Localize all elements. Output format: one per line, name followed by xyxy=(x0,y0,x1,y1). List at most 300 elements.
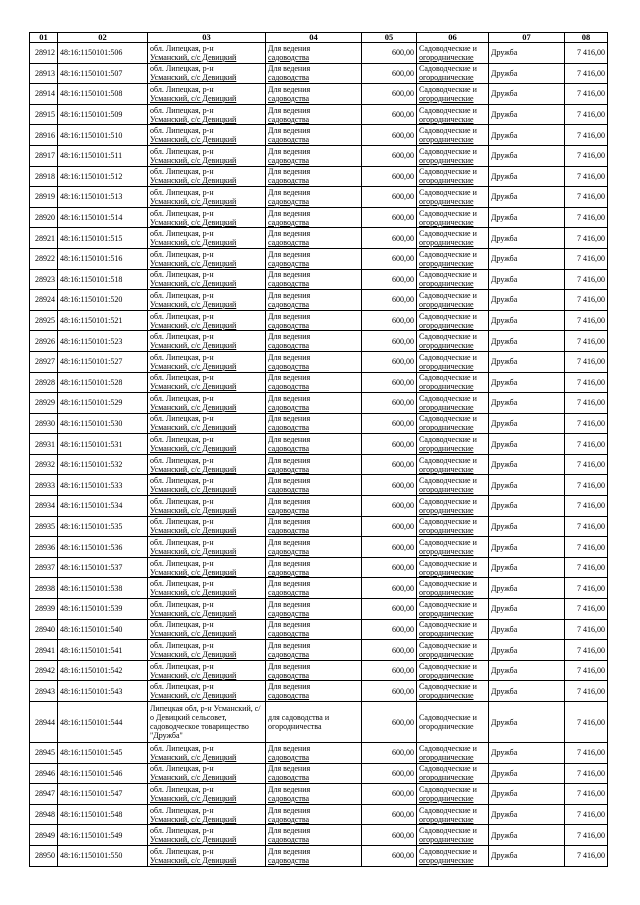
cadastral-value: 7 416,00 xyxy=(577,563,605,573)
cadastral-number: 48:16:1150101:511 xyxy=(60,151,123,161)
row-number: 28942 xyxy=(35,666,55,676)
category-cell xyxy=(417,125,489,146)
area-value: 600,00 xyxy=(392,686,414,696)
cadastral-value: 7 416,00 xyxy=(577,789,605,799)
partnership-name-cell xyxy=(489,145,565,166)
permitted-use-line-1: Для ведения xyxy=(268,146,311,156)
cadastral-number-cell xyxy=(58,599,148,620)
category-cell xyxy=(417,845,489,866)
permitted-use-cell xyxy=(266,825,362,846)
address-line-1: обл. Липецкая, р-н xyxy=(150,290,214,300)
partnership-name: Дружба xyxy=(491,748,518,758)
cadastral-number-cell xyxy=(58,743,148,764)
permitted-use-line-2: садоводства xyxy=(268,752,310,762)
cadastral-value-cell xyxy=(565,413,608,434)
address-cell xyxy=(148,228,266,249)
address-line-1: обл. Липецкая, р-н xyxy=(150,558,214,568)
address-line-1: обл. Липецкая, р-н xyxy=(150,579,214,589)
cadastral-number: 48:16:1150101:550 xyxy=(60,851,123,861)
cadastral-number-cell xyxy=(58,557,148,578)
address-cell xyxy=(148,290,266,311)
table-row xyxy=(30,290,608,311)
table-row xyxy=(30,640,608,661)
address-line-1: обл. Липецкая, р-н xyxy=(150,229,214,239)
address-line-1: обл. Липецкая, р-н xyxy=(150,187,214,197)
area-cell xyxy=(362,845,417,866)
permitted-use-line-2: садоводства xyxy=(268,793,310,803)
address-line-2: Усманский, с/с Девицкий xyxy=(150,588,237,598)
table-row xyxy=(30,248,608,269)
cadastral-value: 7 416,00 xyxy=(577,254,605,264)
table-row xyxy=(30,145,608,166)
cadastral-value-cell xyxy=(565,166,608,187)
partnership-name-cell xyxy=(489,454,565,475)
permitted-use-cell xyxy=(266,681,362,702)
cadastral-value: 7 416,00 xyxy=(577,583,605,593)
row-number-cell xyxy=(30,516,58,537)
cadastral-number: 48:16:1150101:523 xyxy=(60,336,123,346)
category-cell xyxy=(417,269,489,290)
cadastral-number: 48:16:1150101:543 xyxy=(60,686,123,696)
row-number-cell xyxy=(30,104,58,125)
address-cell xyxy=(148,43,266,64)
address-cell xyxy=(148,599,266,620)
permitted-use-line-2: садоводства xyxy=(268,505,310,515)
cadastral-value-cell xyxy=(565,331,608,352)
category-line-1: Садоводческие и xyxy=(419,43,477,53)
cadastral-value: 7 416,00 xyxy=(577,851,605,861)
address-line-2: Усманский, с/с Девицкий xyxy=(150,670,237,680)
partnership-name-cell xyxy=(489,496,565,517)
category-line-1: Садоводческие и xyxy=(419,682,477,692)
cadastral-value: 7 416,00 xyxy=(577,624,605,634)
column-header-02: 02 xyxy=(58,33,148,43)
permitted-use-cell xyxy=(266,145,362,166)
category-cell xyxy=(417,63,489,84)
area-value: 600,00 xyxy=(392,542,414,552)
cadastral-value: 7 416,00 xyxy=(577,810,605,820)
permitted-use-line-1: Для ведения xyxy=(268,764,311,774)
partnership-name: Дружба xyxy=(491,624,518,634)
area-cell xyxy=(362,475,417,496)
cadastral-value: 7 416,00 xyxy=(577,316,605,326)
partnership-name: Дружба xyxy=(491,316,518,326)
partnership-name-cell xyxy=(489,763,565,784)
permitted-use-line-1: Для ведения xyxy=(268,435,311,445)
area-value: 600,00 xyxy=(392,439,414,449)
table-row xyxy=(30,269,608,290)
area-cell xyxy=(362,804,417,825)
partnership-name-cell xyxy=(489,166,565,187)
permitted-use-line-1: Для ведения xyxy=(268,43,311,53)
permitted-use-line-2: садоводства xyxy=(268,114,310,124)
area-cell xyxy=(362,537,417,558)
row-number-cell xyxy=(30,845,58,866)
category-line-2: огороднические xyxy=(419,176,474,186)
area-cell xyxy=(362,43,417,64)
category-line-2: огороднические xyxy=(419,217,474,227)
column-header-01: 01 xyxy=(30,33,58,43)
area-cell xyxy=(362,207,417,228)
cadastral-value-cell xyxy=(565,578,608,599)
table-row xyxy=(30,454,608,475)
row-number: 28913 xyxy=(35,68,55,78)
cadastral-value-cell xyxy=(565,743,608,764)
address-line-1: обл. Липецкая, р-н xyxy=(150,64,214,74)
row-number-cell xyxy=(30,475,58,496)
address-line-1: обл. Липецкая, р-н xyxy=(150,476,214,486)
address-line-1: обл. Липецкая, р-н xyxy=(150,105,214,115)
address-line-2: Усманский, с/с Девицкий xyxy=(150,793,237,803)
row-number-cell xyxy=(30,413,58,434)
address-line-2: Усманский, с/с Девицкий xyxy=(150,650,237,660)
cadastral-number-cell xyxy=(58,845,148,866)
category-line-2: огороднические xyxy=(419,855,474,865)
address-cell xyxy=(148,702,266,743)
partnership-name: Дружба xyxy=(491,645,518,655)
category-cell xyxy=(417,310,489,331)
address-line-2: Усманский, с/с Девицкий xyxy=(150,691,237,701)
cadastral-number: 48:16:1150101:534 xyxy=(60,501,123,511)
table-row xyxy=(30,619,608,640)
address-line-1: обл. Липецкая, р-н xyxy=(150,414,214,424)
category-cell xyxy=(417,187,489,208)
cadastral-value: 7 416,00 xyxy=(577,418,605,428)
permitted-use-line-2: садоводства xyxy=(268,526,310,536)
area-cell xyxy=(362,248,417,269)
table-row xyxy=(30,43,608,64)
area-value: 600,00 xyxy=(392,501,414,511)
permitted-use-line-1: Для ведения xyxy=(268,579,311,589)
address-line-1: обл. Липецкая, р-н xyxy=(150,496,214,506)
cadastral-number-cell xyxy=(58,784,148,805)
partnership-name-cell xyxy=(489,619,565,640)
table-row xyxy=(30,413,608,434)
permitted-use-line-1: Для ведения xyxy=(268,208,311,218)
cadastral-value: 7 416,00 xyxy=(577,748,605,758)
cadastral-value: 7 416,00 xyxy=(577,666,605,676)
address-line-1: обл. Липецкая, р-н xyxy=(150,846,214,856)
row-number-cell xyxy=(30,145,58,166)
cadastral-number-cell xyxy=(58,331,148,352)
category-cell xyxy=(417,434,489,455)
address-line-2: Усманский, с/с Девицкий xyxy=(150,423,237,433)
address-line-2: Усманский, с/с Девицкий xyxy=(150,93,237,103)
table-row xyxy=(30,845,608,866)
address-line-1: обл. Липецкая, р-н xyxy=(150,126,214,136)
category-cell xyxy=(417,702,489,743)
cadastral-number: 48:16:1150101:512 xyxy=(60,171,123,181)
row-number: 28928 xyxy=(35,377,55,387)
permitted-use-line-1: Для ведения xyxy=(268,249,311,259)
address-line-1: обл. Липецкая, р-н xyxy=(150,393,214,403)
permitted-use-line-1: Для ведения xyxy=(268,846,311,856)
cadastral-value: 7 416,00 xyxy=(577,521,605,531)
category-line-1: Садоводческие и xyxy=(419,311,477,321)
area-cell xyxy=(362,825,417,846)
permitted-use-line-1: Для ведения xyxy=(268,84,311,94)
address-cell xyxy=(148,413,266,434)
address-cell xyxy=(148,557,266,578)
category-cell xyxy=(417,496,489,517)
category-line-2: огороднические xyxy=(419,423,474,433)
row-number: 28917 xyxy=(35,151,55,161)
category-cell xyxy=(417,351,489,372)
address-line-1: Липецкая обл, р-н Усманский, с/о Девицкий сельсовет, садоводческое товарищество "Дружба" xyxy=(150,704,261,740)
cadastral-value: 7 416,00 xyxy=(577,89,605,99)
permitted-use-cell xyxy=(266,763,362,784)
cadastral-number-cell xyxy=(58,393,148,414)
permitted-use-line-2: садоводства xyxy=(268,402,310,412)
permitted-use-cell xyxy=(266,804,362,825)
permitted-use-cell xyxy=(266,413,362,434)
permitted-use-line-2: садоводства xyxy=(268,320,310,330)
partnership-name-cell xyxy=(489,475,565,496)
address-line-2: Усманский, с/с Девицкий xyxy=(150,855,237,865)
area-cell xyxy=(362,84,417,105)
row-number-cell xyxy=(30,660,58,681)
address-line-1: обл. Липецкая, р-н xyxy=(150,311,214,321)
area-value: 600,00 xyxy=(392,810,414,820)
area-cell xyxy=(362,372,417,393)
category-line-1: Садоводческие и xyxy=(419,126,477,136)
category-line-2: огороднические xyxy=(419,93,474,103)
permitted-use-line-1: Для ведения xyxy=(268,620,311,630)
cadastral-number-cell xyxy=(58,804,148,825)
address-cell xyxy=(148,104,266,125)
row-number: 28943 xyxy=(35,686,55,696)
partnership-name: Дружба xyxy=(491,830,518,840)
partnership-name-cell xyxy=(489,310,565,331)
cadastral-number-cell xyxy=(58,578,148,599)
permitted-use-cell xyxy=(266,475,362,496)
address-line-1: обл. Липецкая, р-н xyxy=(150,805,214,815)
partnership-name: Дружба xyxy=(491,213,518,223)
cadastral-number: 48:16:1150101:515 xyxy=(60,233,123,243)
category-line-2: огороднические xyxy=(419,52,474,62)
area-value: 600,00 xyxy=(392,151,414,161)
row-number: 28926 xyxy=(35,336,55,346)
row-number: 28950 xyxy=(35,851,55,861)
category-line-2: огороднические xyxy=(419,402,474,412)
permitted-use-line-2: садоводства xyxy=(268,444,310,454)
table-row xyxy=(30,804,608,825)
category-line-1: Садоводческие и xyxy=(419,290,477,300)
row-number: 28946 xyxy=(35,768,55,778)
category-line-2: огороднические xyxy=(419,320,474,330)
cadastral-value: 7 416,00 xyxy=(577,501,605,511)
area-value: 600,00 xyxy=(392,521,414,531)
row-number-cell xyxy=(30,331,58,352)
row-number: 28930 xyxy=(35,418,55,428)
area-value: 600,00 xyxy=(392,130,414,140)
category-line-2: огороднические xyxy=(419,629,474,639)
address-cell xyxy=(148,187,266,208)
area-cell xyxy=(362,599,417,620)
cadastral-value: 7 416,00 xyxy=(577,357,605,367)
permitted-use-cell xyxy=(266,84,362,105)
cadastral-number-cell xyxy=(58,166,148,187)
cadastral-number-cell xyxy=(58,413,148,434)
permitted-use-line-2: садоводства xyxy=(268,238,310,248)
category-line-1: Садоводческие и xyxy=(419,146,477,156)
permitted-use-line-2: садоводства xyxy=(268,547,310,557)
category-cell xyxy=(417,228,489,249)
permitted-use-line-2: садоводства xyxy=(268,814,310,824)
area-value: 600,00 xyxy=(392,460,414,470)
area-cell xyxy=(362,434,417,455)
partnership-name: Дружба xyxy=(491,377,518,387)
cadastral-value-cell xyxy=(565,619,608,640)
address-cell xyxy=(148,84,266,105)
permitted-use-line-1: Для ведения xyxy=(268,805,311,815)
row-number: 28947 xyxy=(35,789,55,799)
category-line-2: огороднические xyxy=(419,73,474,83)
category-line-1: Садоводческие и xyxy=(419,229,477,239)
row-number: 28931 xyxy=(35,439,55,449)
table-row xyxy=(30,681,608,702)
cadastral-number: 48:16:1150101:545 xyxy=(60,748,123,758)
cadastral-value-cell xyxy=(565,763,608,784)
category-line-2: огороднические xyxy=(419,155,474,165)
cadastral-number-cell xyxy=(58,702,148,743)
address-cell xyxy=(148,640,266,661)
row-number: 28912 xyxy=(35,48,55,58)
category-line-1: Садоводческие и xyxy=(419,373,477,383)
cadastral-value-cell xyxy=(565,557,608,578)
row-number-cell xyxy=(30,496,58,517)
permitted-use-line-2: садоводства xyxy=(268,670,310,680)
address-cell xyxy=(148,619,266,640)
table-row xyxy=(30,63,608,84)
table-row xyxy=(30,825,608,846)
category-line-2: огороднические xyxy=(419,279,474,289)
cadastral-number-cell xyxy=(58,248,148,269)
permitted-use-line-2: садоводства xyxy=(268,196,310,206)
address-cell xyxy=(148,393,266,414)
category-line-1: Садоводческие и xyxy=(419,84,477,94)
permitted-use-cell xyxy=(266,557,362,578)
permitted-use-line-1: Для ведения xyxy=(268,826,311,836)
row-number-cell xyxy=(30,784,58,805)
permitted-use-line-1: Для ведения xyxy=(268,352,311,362)
address-line-1: обл. Липецкая, р-н xyxy=(150,661,214,671)
category-line-1: Садоводческие и xyxy=(419,455,477,465)
address-cell xyxy=(148,825,266,846)
permitted-use-cell xyxy=(266,372,362,393)
cadastral-value: 7 416,00 xyxy=(577,645,605,655)
partnership-name: Дружба xyxy=(491,357,518,367)
address-cell xyxy=(148,351,266,372)
area-cell xyxy=(362,166,417,187)
category-line-1: Садоводческие и xyxy=(419,599,477,609)
row-number: 28914 xyxy=(35,89,55,99)
cadastral-number-cell xyxy=(58,434,148,455)
permitted-use-cell xyxy=(266,660,362,681)
partnership-name-cell xyxy=(489,228,565,249)
cadastral-value: 7 416,00 xyxy=(577,213,605,223)
partnership-name: Дружба xyxy=(491,171,518,181)
cadastral-value-cell xyxy=(565,434,608,455)
area-cell xyxy=(362,743,417,764)
cadastral-value: 7 416,00 xyxy=(577,686,605,696)
cadastral-number-cell xyxy=(58,84,148,105)
partnership-name: Дружба xyxy=(491,717,518,727)
address-line-1: обл. Липецкая, р-н xyxy=(150,599,214,609)
category-line-1: Садоводческие и xyxy=(419,764,477,774)
row-number: 28916 xyxy=(35,130,55,140)
cadastral-value: 7 416,00 xyxy=(577,377,605,387)
address-cell xyxy=(148,454,266,475)
permitted-use-line-1: Для ведения xyxy=(268,270,311,280)
permitted-use-cell xyxy=(266,187,362,208)
category-line-2: огороднические xyxy=(419,670,474,680)
cadastral-number-cell xyxy=(58,145,148,166)
partnership-name: Дружба xyxy=(491,130,518,140)
area-value: 600,00 xyxy=(392,645,414,655)
permitted-use-cell xyxy=(266,310,362,331)
area-value: 600,00 xyxy=(392,398,414,408)
partnership-name: Дружба xyxy=(491,110,518,120)
permitted-use-line-1: Для ведения xyxy=(268,641,311,651)
row-number: 28918 xyxy=(35,171,55,181)
partnership-name: Дружба xyxy=(491,583,518,593)
cadastral-number: 48:16:1150101:518 xyxy=(60,274,123,284)
partnership-name: Дружба xyxy=(491,192,518,202)
cadastral-number: 48:16:1150101:521 xyxy=(60,316,123,326)
permitted-use-line-2: садоводства xyxy=(268,464,310,474)
permitted-use-cell xyxy=(266,496,362,517)
cadastral-number-cell xyxy=(58,228,148,249)
address-line-1: обл. Липецкая, р-н xyxy=(150,270,214,280)
cadastral-number: 48:16:1150101:535 xyxy=(60,521,123,531)
category-line-2: огороднические xyxy=(419,485,474,495)
area-value: 600,00 xyxy=(392,563,414,573)
permitted-use-cell xyxy=(266,619,362,640)
partnership-name-cell xyxy=(489,578,565,599)
cadastral-value: 7 416,00 xyxy=(577,336,605,346)
permitted-use-cell xyxy=(266,784,362,805)
permitted-use-cell xyxy=(266,269,362,290)
category-line-2: огороднические xyxy=(419,547,474,557)
category-line-2: огороднические xyxy=(419,835,474,845)
category-line-1: Садоводческие и xyxy=(419,414,477,424)
cadastral-value: 7 416,00 xyxy=(577,439,605,449)
area-value: 600,00 xyxy=(392,192,414,202)
area-cell xyxy=(362,619,417,640)
partnership-name-cell xyxy=(489,207,565,228)
cadastral-number: 48:16:1150101:507 xyxy=(60,68,123,78)
category-line-1: Садоводческие и xyxy=(419,105,477,115)
address-line-2: Усманский, с/с Девицкий xyxy=(150,773,237,783)
partnership-name: Дружба xyxy=(491,151,518,161)
permitted-use-line-1: Для ведения xyxy=(268,784,311,794)
cadastral-number-cell xyxy=(58,537,148,558)
area-cell xyxy=(362,413,417,434)
partnership-name-cell xyxy=(489,640,565,661)
row-number: 28934 xyxy=(35,501,55,511)
category-cell xyxy=(417,660,489,681)
address-line-2: Усманский, с/с Девицкий xyxy=(150,114,237,124)
permitted-use-line-1: Для ведения xyxy=(268,373,311,383)
area-value: 600,00 xyxy=(392,717,414,727)
row-number-cell xyxy=(30,166,58,187)
permitted-use-cell xyxy=(266,599,362,620)
address-line-2: Усманский, с/с Девицкий xyxy=(150,52,237,62)
partnership-name: Дружба xyxy=(491,233,518,243)
permitted-use-cell xyxy=(266,516,362,537)
permitted-use-line-1: Для ведения xyxy=(268,167,311,177)
